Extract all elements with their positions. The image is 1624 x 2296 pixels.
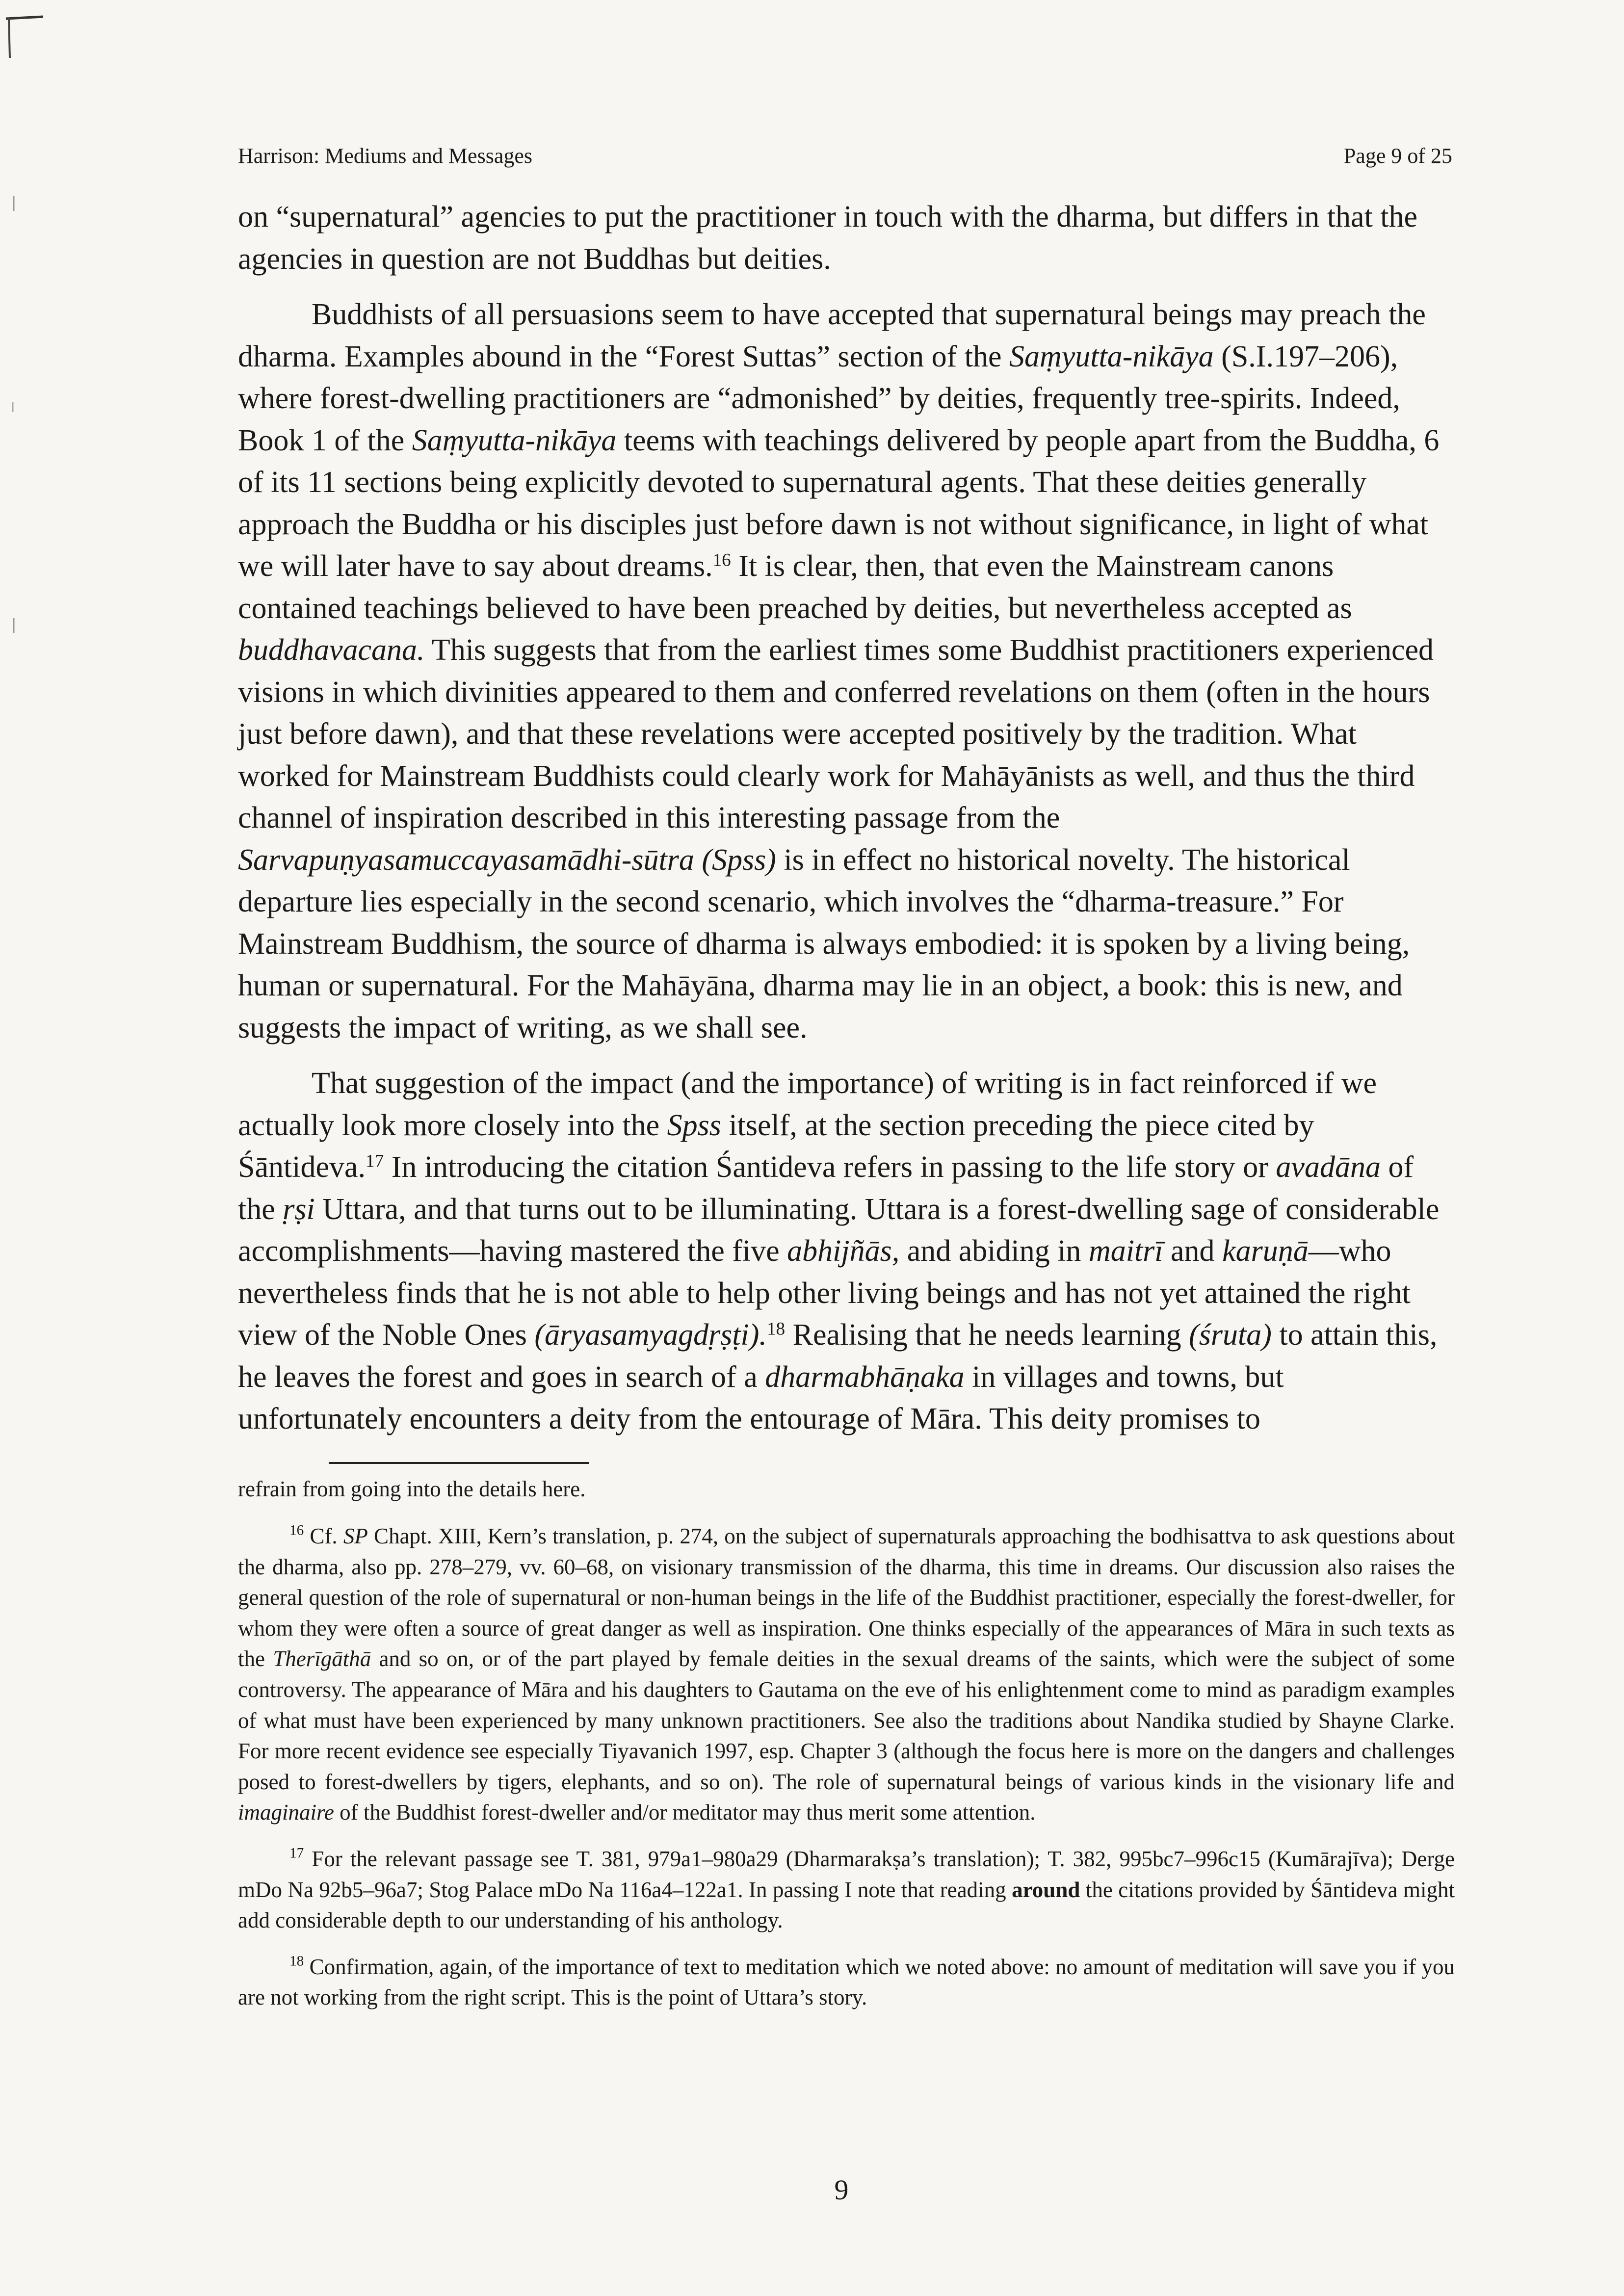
- scan-edge-marks: [9, 88, 19, 677]
- footnote-divider: [329, 1462, 589, 1464]
- footnote-continuation: refrain from going into the details here.: [238, 1477, 586, 1501]
- footnote-ref-17[interactable]: 17: [366, 1151, 384, 1172]
- main-text: [238, 196, 1455, 1440]
- page-number: 9: [834, 2174, 849, 2206]
- header-page-indicator: Page 9 of 25: [1343, 144, 1452, 168]
- footnote-ref-16[interactable]: 16: [712, 550, 731, 571]
- paragraph-2: Buddhists of all persuasions seem to have accepted that supernatural beings may preach the dharma. Examples abound in the “Forest Suttas” section of the Saṃyutta-nikāya (S.I.197–206), where forest-dwelling practitioners are “admonished” by deities, frequently tree-spirits. Indeed, Book 1 of the Saṃyutta-nikāya teems with teachings delivered by people apart from the Buddha, 6 of its 11 sections being explicitly devoted to supernatural agents. That these deities generally approach the Buddha or his disciples just before dawn is not without significance, in light of what we will later have to say about dreams.$^{16}$ It is clear, then, that even the Mainstream canons contained teachings believed to have been preached by deities, but nevertheless accepted as buddhavacana. This suggests that from the earliest times some Buddhist practitioners experienced visions in which divinities appeared to them and conferred revelations on them (often in the hours just before dawn), and that these revelations were accepted positively by the tradition. What worked for Mainstream Buddhists could clearly work for Mahāyānists as well, and thus the third channel of inspiration described in this interesting passage from the Sarvapuṇyasamuccayasamādhi-sūtra (Spss) is in effect no historical novelty. The historical departure lies especially in the second scenario, which involves the “dharma-treasure.” For Mainstream Buddhism, the source of dharma is always embodied: it is spoken by a living being, human or supernatural. For the Mahāyāna, dharma may lie in an object, a book: this is new, and suggests the impact of writing, as we shall see.: [238, 298, 1440, 1044]
- footnotes: [238, 1521, 1455, 2013]
- running-header: [238, 143, 1452, 178]
- footnote-17: $^{17}$ For the relevant passage see T. 381, 979a1–980a29 (Dharmarakṣa’s translation); T. 382, 995bc7–996c15 (Kumārajīva); Derge mDo Na 92b5–96a7; Stog Palace mDo Na 116a4–122a1. In passing I note that reading around the citations provided by Śāntideva might add considerable depth to our understanding of his anthology.: [238, 1845, 1455, 1933]
- footnote-18: $^{18}$ Confirmation, again, of the importance of text to meditation which we noted above: no amount of meditation will save you if you are not working from the right script. This is the point of Uttara’s story.: [238, 1953, 1455, 2010]
- header-title: Harrison: Mediums and Messages: [238, 144, 533, 168]
- footnote-16: $^{16}$ Cf. SP Chapt. XIII, Kern’s translation, p. 274, on the subject of supernaturals approaching the bodhisattva to ask questions about the dharma, also pp. 278–279, vv. 60–68, on visionary transmission of the dharma, this time in dreams. Our discussion also raises the general question of the role of supernatural or non-human beings in the life of the Buddhist practitioner, especially the forest-dweller, for whom they were often a source of great danger as well as inspiration. One thinks especially of the appearances of Māra in such texts as the Therīgāthā and so on, or of the part played by female deities in the sexual dreams of the saints, which were the subject of some controversy. The appearance of Māra and his daughters to Gautama on the eve of his enlightenment come to mind as paradigm examples of what must have been experienced by many unknown practitioners. See also the traditions about Nandika studied by Shayne Clarke. For more recent evidence see especially Tiyavanich 1997, esp. Chapter 3 (although the focus here is more on the dangers and challenges posed to forest-dwellers by tigers, elephants, and so on). The role of supernatural beings of various kinds in the visionary life and imaginaire of the Buddhist forest-dweller and/or meditator may thus merit some attention.: [238, 1522, 1455, 1825]
- scan-corner-mark: [4, 15, 46, 59]
- footnote-ref-18[interactable]: 18: [766, 1319, 786, 1339]
- paragraph-3: That suggestion of the impact (and the importance) of writing is in fact reinforced if we actually look more closely into the Spss itself, at the section preceding the piece cited by Śāntideva.$^{17}$ In introducing the citation Śantideva refers in passing to the life story or avadāna of the ṛṣi Uttara, and that turns out to be illuminating. Uttara is a forest-dwelling sage of considerable accomplishments—having mastered the five abhijñās, and abiding in maitrī and karuṇā—who nevertheless finds that he is not able to help other living beings and has not yet attained the right view of the Noble Ones (āryasamyagdṛṣṭi).$^{18}$ Realising that he needs learning (śruta) to attain this, he leaves the forest and goes in search of a dharmabhāṇaka in villages and towns, but unfortunately encounters a deity from the entourage of Māra. This deity promises to: [238, 1067, 1440, 1435]
- paragraph-1: on “supernatural” agencies to put the practitioner in touch with the dharma, but differs in that the agencies in question are not Buddhas but deities.: [238, 200, 1418, 276]
